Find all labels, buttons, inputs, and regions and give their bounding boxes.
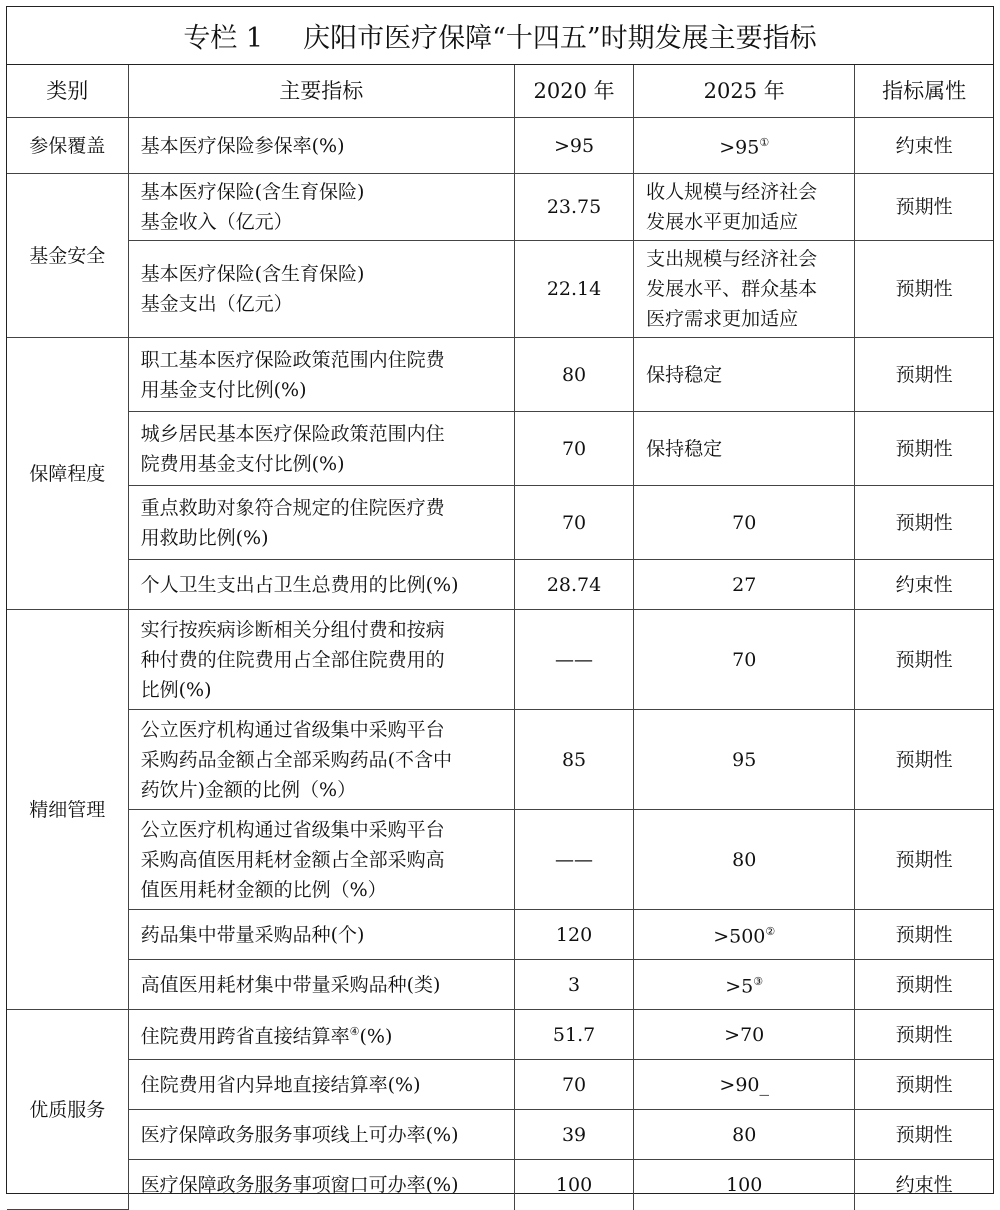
indicator-cell: 基本医疗保险(含生育保险) 基金支出（亿元）	[128, 241, 514, 338]
table-row	[7, 1060, 993, 1110]
indicator-cell: 重点救助对象符合规定的住院医疗费 用救助比例(%)	[128, 486, 514, 560]
attribute-cell: 约束性	[855, 560, 993, 610]
value-2025: >95	[719, 136, 760, 159]
title-text: 庆阳市医疗保障“十四五”时期发展主要指标	[303, 23, 817, 54]
value-2025-cell	[634, 960, 855, 1010]
table-row	[7, 174, 993, 241]
table-row	[7, 910, 993, 960]
indicator-cell: 高值医用耗材集中带量采购品种(类)	[128, 960, 514, 1010]
value-2020-cell: >95	[515, 118, 634, 174]
value-2020-cell: 70	[515, 486, 634, 560]
attribute-cell: 预期性	[855, 710, 993, 810]
value-2025-cell: 27	[634, 560, 855, 610]
indicator-table-panel	[6, 6, 994, 1194]
table-row	[7, 241, 993, 338]
indicator-cell: 基本医疗保险(含生育保险) 基金收入（亿元）	[128, 174, 514, 241]
table-row	[7, 486, 993, 560]
attribute-cell: 预期性	[855, 960, 993, 1010]
value-2025-cell: 支出规模与经济社会 发展水平、群众基本 医疗需求更加适应	[634, 241, 855, 338]
value-2020-cell: 80	[515, 338, 634, 412]
header-2020: 2020 年	[515, 65, 634, 118]
table-row	[7, 1160, 993, 1210]
value-2020-cell: ——	[515, 610, 634, 710]
table-row	[7, 1110, 993, 1160]
attribute-cell: 预期性	[855, 810, 993, 910]
indicator-cell: 个人卫生支出占卫生总费用的比例(%)	[128, 560, 514, 610]
table-title	[7, 7, 993, 65]
attribute-cell: 预期性	[855, 610, 993, 710]
value-2025-cell: 保持稳定	[634, 338, 855, 412]
footnote-mark: ②	[765, 925, 776, 939]
indicator-cell: 住院费用省内异地直接结算率(%)	[128, 1060, 514, 1110]
value-2025-cell: 70	[634, 486, 855, 560]
attribute-cell: 约束性	[855, 118, 993, 174]
attribute-cell: 预期性	[855, 174, 993, 241]
header-2025: 2025 年	[634, 65, 855, 118]
table-row	[7, 960, 993, 1010]
attribute-cell: 预期性	[855, 1060, 993, 1110]
value-2025-cell: 保持稳定	[634, 412, 855, 486]
attribute-cell: 约束性	[855, 1160, 993, 1210]
attribute-cell: 预期性	[855, 486, 993, 560]
indicator-cell: 城乡居民基本医疗保险政策范围内住 院费用基金支付比例(%)	[128, 412, 514, 486]
header-row	[7, 65, 993, 118]
indicator-cell	[128, 1010, 514, 1060]
value-2025-cell: >70	[634, 1010, 855, 1060]
value-2025-cell	[634, 118, 855, 174]
value-2020-cell: 120	[515, 910, 634, 960]
value-2020-cell: 70	[515, 1060, 634, 1110]
table-row	[7, 710, 993, 810]
table-row	[7, 610, 993, 710]
value-2025-cell: 80	[634, 810, 855, 910]
indicator-cell: 医疗保障政务服务事项窗口可办率(%)	[128, 1160, 514, 1210]
indicator-text: 住院费用跨省直接结算率	[140, 1025, 350, 1048]
attribute-cell: 预期性	[855, 910, 993, 960]
table-row	[7, 118, 993, 174]
value-2020-cell: 39	[515, 1110, 634, 1160]
indicator-cell: 医疗保障政务服务事项线上可办率(%)	[128, 1110, 514, 1160]
value-2025-cell: >90_	[634, 1060, 855, 1110]
footnote-mark: ①	[759, 136, 770, 150]
table-row	[7, 1010, 993, 1060]
value-2020-cell: 100	[515, 1160, 634, 1210]
header-indicator: 主要指标	[128, 65, 514, 118]
attribute-cell: 预期性	[855, 412, 993, 486]
attribute-cell: 预期性	[855, 1110, 993, 1160]
attribute-cell: 预期性	[855, 338, 993, 412]
category-cell: 保障程度	[7, 338, 128, 610]
category-cell: 基金安全	[7, 174, 128, 338]
indicator-cell: 药品集中带量采购品种(个)	[128, 910, 514, 960]
value-2020-cell: 23.75	[515, 174, 634, 241]
value-2020-cell: 28.74	[515, 560, 634, 610]
header-attribute: 指标属性	[855, 65, 993, 118]
value-2020-cell: 70	[515, 412, 634, 486]
value-2020-cell: 85	[515, 710, 634, 810]
value-2025: >500	[713, 925, 766, 948]
header-category: 类别	[7, 65, 128, 118]
indicator-cell: 公立医疗机构通过省级集中采购平台 采购药品金额占全部采购药品(不含中 药饮片)金额的比例（%）	[128, 710, 514, 810]
attribute-cell: 预期性	[855, 241, 993, 338]
value-2025-cell: 80	[634, 1110, 855, 1160]
footnote-mark: ④	[349, 1025, 360, 1039]
value-2020-cell: 22.14	[515, 241, 634, 338]
value-2025-cell	[634, 910, 855, 960]
value-2025-cell: 70	[634, 610, 855, 710]
table-row	[7, 810, 993, 910]
footnote-mark: ③	[753, 975, 764, 989]
table-row	[7, 560, 993, 610]
indicator-unit: (%)	[359, 1025, 393, 1048]
value-2020-cell: ——	[515, 810, 634, 910]
value-2025-cell: 95	[634, 710, 855, 810]
indicator-cell: 职工基本医疗保险政策范围内住院费 用基金支付比例(%)	[128, 338, 514, 412]
attribute-cell: 预期性	[855, 1010, 993, 1060]
category-cell: 参保覆盖	[7, 118, 128, 174]
indicator-table	[7, 65, 993, 1210]
category-cell: 精细管理	[7, 610, 128, 1010]
category-cell: 优质服务	[7, 1010, 128, 1210]
table-row	[7, 412, 993, 486]
indicator-cell: 实行按疾病诊断相关分组付费和按病 种付费的住院费用占全部住院费用的 比例(%)	[128, 610, 514, 710]
value-2025-cell: 收人规模与经济社会 发展水平更加适应	[634, 174, 855, 241]
indicator-cell: 公立医疗机构通过省级集中采购平台 采购高值医用耗材金额占全部采购高 值医用耗材金额的比例（%）	[128, 810, 514, 910]
table-row	[7, 338, 993, 412]
value-2025: >5	[725, 975, 754, 998]
indicator-cell: 基本医疗保险参保率(%)	[128, 118, 514, 174]
value-2020-cell: 51.7	[515, 1010, 634, 1060]
value-2020-cell: 3	[515, 960, 634, 1010]
column-number: 专栏 1	[183, 23, 264, 54]
value-2025-cell: 100	[634, 1160, 855, 1210]
